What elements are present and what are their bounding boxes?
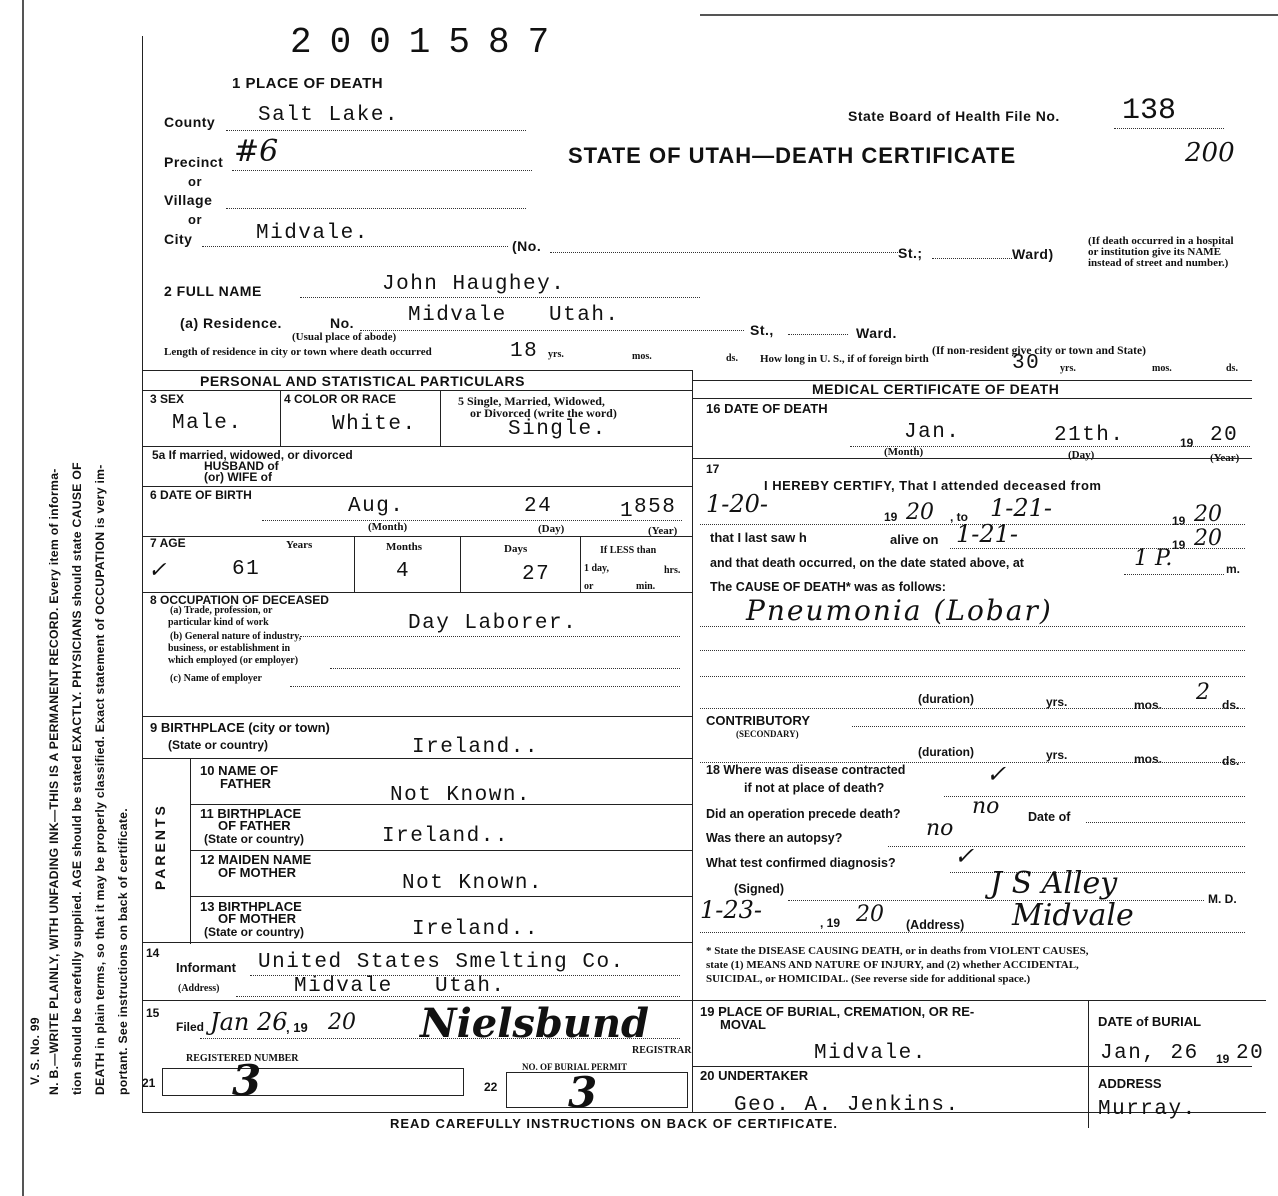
margin-note-line1: N. B.—WRITE PLAINLY, WITH UNFADING INK—THIS IS A PERMANENT RECORD. Every item of informa-	[47, 468, 61, 1095]
item-21: 21	[142, 1076, 156, 1090]
m-label: m.	[1226, 562, 1241, 576]
less-hrs: hrs.	[664, 565, 681, 576]
footnote-1: * State the DISEASE CAUSING DEATH, or in deaths from VIOLENT CAUSES,	[706, 945, 1089, 957]
city-no-label: (No.	[512, 238, 542, 254]
attend-to-year: 20	[1194, 502, 1222, 527]
precinct-label: Precinct	[164, 154, 224, 170]
dob-line	[262, 520, 682, 521]
duration-line-1	[700, 708, 1245, 709]
residence-no-label: No.	[330, 315, 355, 331]
burial-row-bottom	[692, 1066, 1252, 1067]
age-days-value: 27	[522, 563, 551, 586]
corner-note: 200	[1185, 138, 1235, 168]
attend-from-year: 20	[906, 500, 934, 525]
alive-label: alive on	[890, 532, 939, 547]
or-2: or	[188, 212, 202, 227]
father-label-2: FATHER	[220, 776, 272, 791]
permit-value: 3	[568, 1068, 598, 1117]
less-or: or	[584, 581, 594, 592]
age-years-cap: Years	[286, 539, 313, 551]
cause-label: The CAUSE OF DEATH* was as follows:	[710, 580, 946, 594]
city-label: City	[164, 231, 193, 247]
dod-year-cap: (Year)	[1210, 452, 1240, 464]
address-line	[700, 932, 1245, 933]
age-check: ✓	[148, 558, 167, 583]
residence-ward-label: Ward.	[856, 325, 897, 341]
county-label: County	[164, 114, 216, 130]
length-ds-label: ds.	[726, 353, 738, 364]
color-value: White.	[332, 413, 417, 436]
residence-line	[360, 330, 744, 331]
autopsy-value: no	[926, 816, 954, 841]
item-22: 22	[484, 1080, 498, 1094]
duration-label-1: (duration)	[918, 692, 974, 706]
burial-date-divider	[1088, 1000, 1089, 1128]
occ-a-1: (a) Trade, profession, or	[170, 605, 273, 616]
margin-note-line3: DEATH in plain terms, so that it may be properly classified. Exact statement of OCCUPATION is very im-	[93, 464, 107, 1095]
operation-value: no	[972, 794, 1000, 819]
undertaker-addr-label: ADDRESS	[1098, 1076, 1162, 1091]
row6-bottom	[142, 536, 692, 537]
contracted-mark: ✓	[986, 760, 1007, 788]
mother-bp-label-2: OF MOTHER	[218, 911, 296, 926]
undertaker-addr-value: Murray.	[1098, 1098, 1197, 1121]
certificate-number: 2001587	[290, 22, 568, 63]
burial-divider	[692, 1000, 693, 1112]
last-saw-line	[950, 548, 1245, 549]
city-value: Midvale.	[256, 222, 369, 245]
item18-label-2: if not at place of death?	[744, 781, 885, 795]
county-value: Salt Lake.	[258, 104, 400, 127]
spouse-label-2: HUSBAND of	[204, 459, 279, 473]
occupation-value: Day Laborer.	[408, 612, 578, 635]
residence-value: Midvale Utah.	[408, 304, 620, 327]
age-years-value: 61	[232, 558, 261, 581]
village-line	[226, 208, 526, 209]
age-col3	[580, 536, 581, 592]
city-line	[202, 246, 508, 247]
dob-year: 858	[634, 496, 677, 519]
operation-label: Did an operation precede death?	[706, 807, 901, 821]
attend-from-year-prefix: 19	[884, 510, 898, 524]
duration-label-2: (duration)	[918, 745, 974, 759]
last-saw-label: that I last saw h	[710, 530, 807, 545]
duration-yrs-2: yrs.	[1046, 748, 1068, 762]
length-mos-label: mos.	[632, 351, 652, 362]
occ-b-2: business, or establishment in	[168, 643, 291, 654]
burial-label-2: MOVAL	[720, 1017, 766, 1032]
dob-month-cap: (Month)	[368, 521, 408, 533]
contributory-label: CONTRIBUTORY	[706, 713, 810, 728]
secondary-label: (SECONDARY)	[736, 729, 799, 739]
cause-line-1	[700, 626, 1245, 627]
state-file-line	[1114, 128, 1224, 129]
informant-addr-line	[236, 996, 680, 997]
residence-label: (a) Residence.	[180, 315, 282, 331]
nonresident-note: (If non-resident give city or town and State)	[932, 345, 1146, 357]
city-st-label: St.;	[898, 245, 923, 261]
city-ward-line	[932, 258, 1012, 259]
burial-year-value: 20	[1236, 1042, 1265, 1065]
signed-year: 20	[856, 902, 884, 927]
registrar-label: REGISTRAR	[632, 1045, 692, 1056]
to-label: , to	[950, 510, 968, 524]
length-yrs-label: yrs.	[548, 349, 564, 360]
dod-year: 20	[1210, 424, 1239, 447]
age-months-cap: Months	[386, 541, 423, 553]
us-years-value: 30	[1012, 352, 1041, 375]
dob-month: Aug.	[348, 495, 405, 518]
md-label: M. D.	[1208, 892, 1237, 906]
father-bp-label-3: (State or country)	[204, 832, 305, 846]
length-residence-label: Length of residence in city or town where death occurred	[164, 346, 432, 358]
signed-date: 1-23-	[700, 896, 763, 924]
autopsy-line	[888, 846, 1245, 847]
hospital-note: (If death occurred in a hospital or institution give its NAME instead of street and number.)	[1088, 235, 1234, 269]
dob-year-cap: (Year)	[648, 525, 678, 537]
operation-date-label: Date of	[1028, 810, 1071, 824]
filed-line	[200, 1038, 680, 1039]
burial-place-value: Midvale.	[814, 1042, 927, 1065]
occ-c-line	[290, 686, 680, 687]
or-1: or	[188, 174, 202, 189]
dob-year-prefix: 1	[620, 500, 635, 523]
duration-mos-2: mos.	[1134, 752, 1163, 766]
mother-bp-label-1: 13 BIRTHPLACE	[200, 899, 302, 914]
undertaker-value: Geo. A. Jenkins.	[734, 1094, 960, 1117]
marital-value: Single.	[508, 418, 607, 441]
age-label: 7 AGE	[150, 536, 186, 550]
city-ward-label: Ward)	[1012, 246, 1054, 262]
reg-number-value: 3	[232, 1056, 262, 1105]
reg-number-box	[162, 1068, 464, 1096]
residence-ward-line	[788, 334, 848, 335]
cause-line-2	[700, 650, 1245, 651]
birthplace-value: Ireland..	[412, 736, 539, 759]
mother-bp-label-3: (State or country)	[204, 925, 305, 939]
signed-value: J S Alley	[990, 866, 1118, 901]
dod-year-prefix: 19	[1180, 436, 1194, 450]
dod-month: Jan.	[904, 421, 961, 444]
burial-date-value: Jan, 26	[1100, 1042, 1199, 1065]
dod-label: 16 DATE OF DEATH	[706, 401, 828, 416]
occupation-line	[300, 636, 680, 637]
occupation-label: 8 OCCUPATION OF DECEASED	[150, 593, 329, 607]
burial-year-prefix: 19	[1216, 1052, 1230, 1066]
how-long-us-label: How long in U. S., if of foreign birth	[760, 353, 929, 365]
death-time-label: and that death occurred, on the date stated above, at	[710, 556, 1024, 570]
row10-bottom	[190, 804, 692, 805]
row16-bottom	[692, 458, 1252, 459]
signed-line	[788, 900, 1204, 901]
informant-label: Informant	[176, 960, 236, 975]
mother-bp-value: Ireland..	[412, 918, 539, 941]
margin-note-line2: tion should be carefully supplied. AGE should be stated EXACTLY. PHYSICIANS should state CAUSE OF	[70, 462, 84, 1095]
scan-edge-top	[700, 0, 1278, 16]
county-line	[226, 130, 526, 131]
father-value: Not Known.	[390, 784, 532, 807]
footnote-2: state (1) MEANS AND NATURE OF INJURY, and (2) whether ACCIDENTAL,	[706, 959, 1079, 971]
cause-value: Pneumonia (Lobar)	[746, 594, 1053, 627]
undertaker-label: 20 UNDERTAKER	[700, 1068, 809, 1083]
contributory-line	[852, 726, 1245, 727]
filed-label: Filed	[176, 1020, 205, 1034]
last-saw: 1-21-	[956, 520, 1019, 548]
duration-ds-2: ds.	[1222, 754, 1240, 768]
footer-instructions: READ CAREFULLY INSTRUCTIONS ON BACK OF CERTIFICATE.	[390, 1116, 838, 1131]
attend-to: 1-21-	[990, 494, 1053, 522]
medical-section-title: MEDICAL CERTIFICATE OF DEATH	[812, 381, 1060, 397]
full-name-line	[300, 297, 700, 298]
length-years-value: 18	[510, 340, 539, 363]
personal-section-title: PERSONAL AND STATISTICAL PARTICULARS	[200, 373, 525, 389]
less-min: min.	[636, 581, 656, 592]
burial-date-label: DATE of BURIAL	[1098, 1014, 1202, 1029]
place-of-death-label: 1 PLACE OF DEATH	[232, 75, 384, 92]
dod-day: 21th.	[1054, 424, 1125, 447]
us-mos-label: mos.	[1152, 363, 1172, 374]
row5a-bottom	[142, 486, 692, 487]
sex-value: Male.	[172, 412, 243, 435]
father-label-1: 10 NAME OF	[200, 763, 279, 778]
burial-label-1: 19 PLACE OF BURIAL, CREMATION, OR RE-	[700, 1004, 975, 1019]
parents-label: PARENTS	[152, 803, 168, 890]
duration-yrs-1: yrs.	[1046, 695, 1068, 709]
certify-label: I HEREBY CERTIFY, That I attended deceased from	[764, 478, 1102, 493]
precinct-value: #6	[234, 134, 279, 169]
residence-st-label: St.,	[750, 322, 774, 338]
dod-month-cap: (Month)	[884, 446, 924, 458]
medical-title-line	[692, 398, 1252, 399]
mother-value: Not Known.	[402, 872, 544, 895]
operation-line	[1086, 822, 1245, 823]
personal-top-line	[142, 370, 692, 371]
us-ds-label: ds.	[1226, 363, 1238, 374]
autopsy-label: Was there an autopsy?	[706, 831, 843, 845]
usual-place-label: (Usual place of abode)	[292, 331, 397, 343]
father-bp-label-2: OF FATHER	[218, 818, 291, 833]
us-yrs-label: yrs.	[1060, 363, 1076, 374]
duration-ds-1: ds.	[1222, 698, 1240, 712]
dob-day: 24	[524, 495, 553, 518]
filed-year: 20	[328, 1010, 356, 1035]
filed-no: 15	[146, 1006, 160, 1020]
precinct-line	[232, 170, 532, 171]
permit-label: NO. OF BURIAL PERMIT	[522, 1062, 628, 1072]
attend-to-year-prefix: 19	[1172, 514, 1186, 528]
occ-b-line	[330, 668, 680, 669]
margin-note-line4: portant. See instructions on back of certificate.	[116, 808, 130, 1095]
section-divider	[692, 370, 693, 1010]
test-mark: ✓	[954, 842, 975, 870]
occ-c: (c) Name of employer	[170, 673, 262, 684]
less-cap-1: If LESS than	[600, 545, 657, 556]
margin-note-form-no: V. S. No. 99	[28, 1017, 42, 1085]
father-bp-value: Ireland..	[382, 825, 509, 848]
dob-day-cap: (Day)	[538, 523, 565, 535]
row12-bottom	[190, 896, 692, 897]
duration-mos-1: mos.	[1134, 698, 1163, 712]
registrar-signature: Nielsbund	[420, 1000, 650, 1047]
less-cap-2: 1 day,	[584, 563, 610, 574]
death-time-line	[1124, 574, 1224, 575]
age-col1	[354, 536, 355, 592]
age-days-cap: Days	[504, 543, 528, 555]
spouse-label-3: (or) WIFE of	[204, 470, 272, 484]
marital-label-2: or Divorced (write the word)	[470, 406, 617, 420]
certificate-title: STATE OF UTAH—DEATH CERTIFICATE	[568, 143, 1017, 168]
occ-b-3: which employed (or employer)	[168, 655, 299, 666]
spouse-label-1: 5a If married, widowed, or divorced	[152, 448, 353, 462]
village-label: Village	[164, 192, 213, 208]
death-time: 1 P.	[1134, 546, 1173, 571]
item18-label-1: 18 Where was disease contracted	[706, 763, 906, 777]
row11-bottom	[190, 850, 692, 851]
full-name-label: 2 FULL NAME	[164, 283, 262, 299]
row13-bottom	[142, 942, 692, 943]
birthplace-sub: (State or country)	[168, 738, 269, 752]
informant-addr-label: (Address)	[178, 983, 220, 994]
frame-left	[142, 36, 143, 1112]
occ-a-2: particular kind of work	[168, 617, 269, 628]
mother-label-2: OF MOTHER	[218, 865, 296, 880]
test-label: What test confirmed diagnosis?	[706, 856, 896, 870]
scan-edge	[0, 0, 24, 1196]
state-file-number: 138	[1122, 94, 1177, 128]
dob-label: 6 DATE OF BIRTH	[150, 488, 252, 502]
color-col-line	[440, 390, 441, 446]
father-bp-label-1: 11 BIRTHPLACE	[200, 806, 302, 821]
row14-bottom	[142, 1000, 1266, 1001]
informant-no: 14	[146, 946, 160, 960]
last-saw-year-prefix: 19	[1172, 538, 1186, 552]
cause-line-3	[700, 676, 1245, 677]
birthplace-label: 9 BIRTHPLACE (city or town)	[150, 720, 330, 735]
occ-b-1: (b) General nature of industry,	[170, 631, 302, 642]
mother-label-1: 12 MAIDEN NAME	[200, 852, 312, 867]
filed-date: Jan 26	[210, 1008, 288, 1036]
address-label: (Address)	[906, 918, 965, 932]
marital-label-1: 5 Single, Married, Widowed,	[458, 394, 605, 408]
filed-year-prefix: , 19	[286, 1020, 308, 1035]
item-17: 17	[706, 462, 720, 476]
age-col2	[460, 536, 461, 592]
attend-from: 1-20-	[706, 490, 769, 518]
informant-value: United States Smelting Co.	[258, 951, 625, 974]
city-no-line	[550, 252, 900, 253]
full-name-value: John Haughey.	[382, 273, 566, 296]
parents-col	[190, 758, 191, 944]
footnote-3: SUICIDAL, or HOMICIDAL. (See reverse side for additional space.)	[706, 973, 1031, 985]
row9-bottom	[142, 758, 692, 759]
dod-day-cap: (Day)	[1068, 449, 1095, 461]
reg-number-label: REGISTERED NUMBER	[186, 1053, 299, 1064]
color-label: 4 COLOR OR RACE	[284, 392, 397, 406]
address-value: Midvale	[1012, 898, 1134, 933]
last-saw-year: 20	[1194, 526, 1222, 551]
signed-label: (Signed)	[734, 882, 784, 896]
state-file-label: State Board of Health File No.	[848, 108, 1060, 124]
row8-bottom	[142, 716, 692, 717]
informant-addr-value: Midvale Utah.	[294, 975, 506, 998]
personal-title-line	[142, 390, 692, 391]
sex-col-line	[280, 390, 281, 446]
age-months-value: 4	[396, 560, 411, 583]
signed-year-prefix: , 19	[820, 916, 841, 930]
row3-bottom	[142, 446, 692, 447]
duration-days: 2	[1196, 680, 1210, 705]
sex-label: 3 SEX	[150, 392, 185, 406]
